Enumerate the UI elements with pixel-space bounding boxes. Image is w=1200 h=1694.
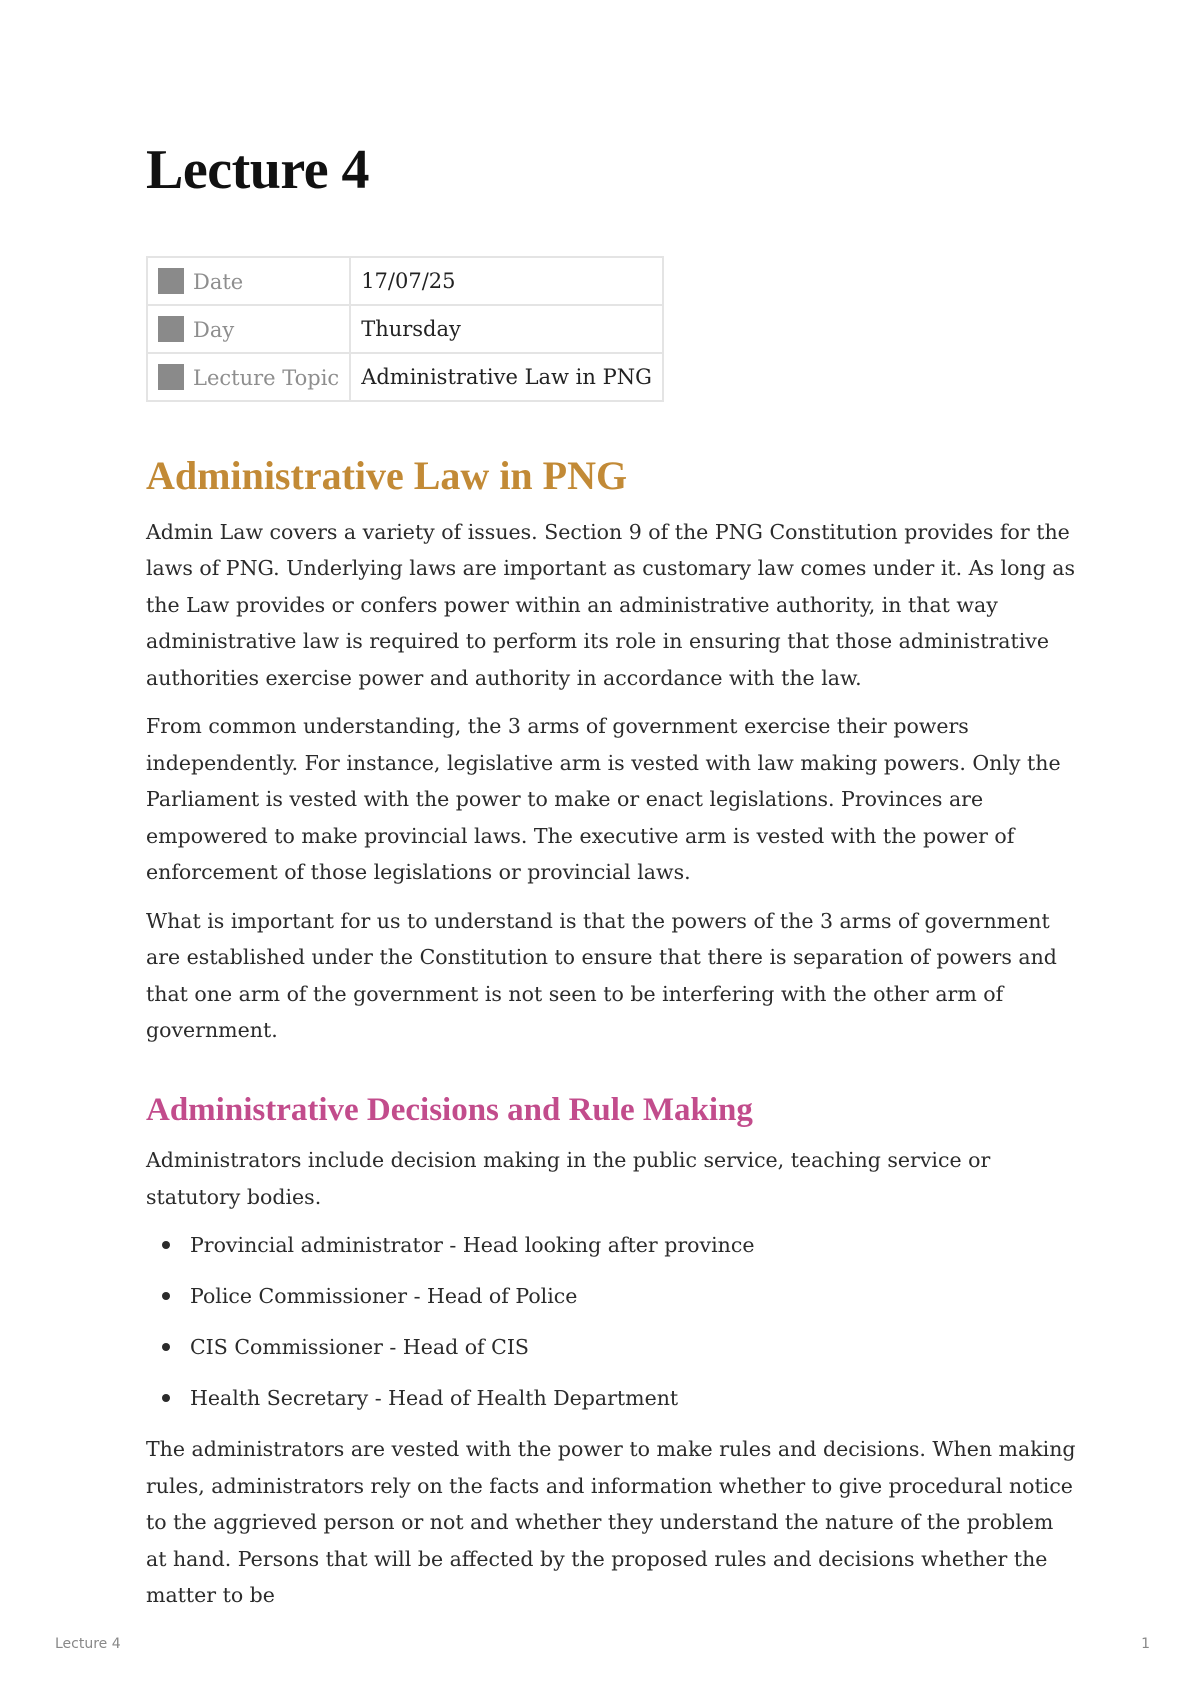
properties-table	[146, 256, 664, 402]
paragraph: What is important for us to understand is that the powers of the 3 arms of government are established under the Constitution to ensure that there is separation of powers and that one arm of the government is not seen to be interfering with the other arm of government.	[146, 908, 1057, 1043]
list-item-text: Health Secretary - Head of Health Department	[190, 1386, 679, 1411]
bullet-icon	[162, 1241, 170, 1249]
bullet-icon	[162, 1394, 170, 1402]
property-icon	[158, 316, 184, 342]
property-value: 17/07/25	[350, 257, 663, 305]
page-title: Lecture 4	[146, 139, 370, 201]
property-name-cell	[147, 305, 350, 353]
administrators-list	[146, 1227, 1076, 1417]
paragraph: Administrators include decision making in the public service, teaching service or statutory bodies.	[146, 1148, 991, 1209]
property-name: Date	[193, 269, 244, 294]
property-name: Day	[193, 317, 235, 342]
property-value: Administrative Law in PNG	[350, 353, 663, 401]
property-value: Thursday	[350, 305, 663, 353]
footer-document-title: Lecture 4	[55, 1636, 121, 1652]
section-heading: Administrative Law in PNG	[146, 452, 628, 498]
property-row-day	[147, 305, 663, 353]
property-icon	[158, 268, 184, 294]
list-item	[146, 1329, 1076, 1366]
list-item	[146, 1227, 1076, 1264]
list-item-text: Police Commissioner - Head of Police	[190, 1284, 578, 1309]
page-content	[146, 140, 1076, 1626]
paragraph: The administrators are vested with the power to make rules and decisions. When making rules, administrators rely on the facts and information whether to give procedural notice to the aggrieved person or not and whether they understand the nature of the problem at hand. Persons that will be affected by the proposed rules and decisions whether the matter to be	[146, 1437, 1076, 1608]
property-name: Lecture Topic	[193, 365, 340, 390]
property-name-cell	[147, 257, 350, 305]
property-name-cell	[147, 353, 350, 401]
bullet-icon	[162, 1292, 170, 1300]
subsection-heading: Administrative Decisions and Rule Making	[146, 1091, 753, 1128]
paragraph: From common understanding, the 3 arms of government exercise their powers independently. For instance, legislative arm is vested with law making powers. Only the Parliament is vested with the power to make or enact legislations. Provinces are empowered to make provincial laws. The executive arm is vested with the power of enforcement of those legislations or provincial laws.	[146, 714, 1061, 885]
list-item	[146, 1380, 1076, 1417]
property-row-date	[147, 257, 663, 305]
property-row-lecture-topic	[147, 353, 663, 401]
footer-page-number: 1	[1141, 1636, 1150, 1652]
property-icon	[158, 364, 184, 390]
bullet-icon	[162, 1343, 170, 1351]
list-item-text: CIS Commissioner - Head of CIS	[190, 1335, 529, 1360]
list-item	[146, 1278, 1076, 1315]
list-item-text: Provincial administrator - Head looking after province	[190, 1233, 755, 1258]
paragraph: Admin Law covers a variety of issues. Section 9 of the PNG Constitution provides for the laws of PNG. Underlying laws are important as customary law comes under it. As long as the Law provides or confers power within an administrative authority, in that way administrative law is required to perform its role in ensuring that those administrative authorities exercise power and authority in accordance with the law.	[146, 519, 1075, 690]
